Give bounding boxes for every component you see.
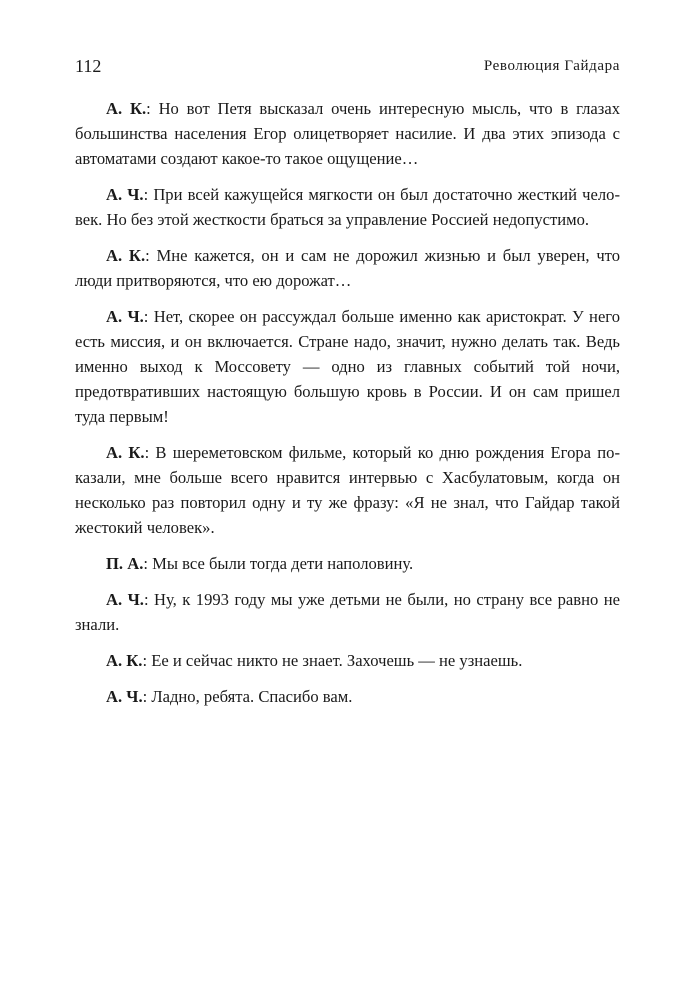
speaker-label: А. К. xyxy=(106,99,147,118)
page-number: 112 xyxy=(75,56,102,76)
dialogue-paragraph xyxy=(75,440,620,540)
speaker-label: П. А. xyxy=(106,554,144,573)
dialogue-paragraph xyxy=(75,182,620,232)
dialogue-paragraph xyxy=(75,96,620,171)
dialogue-paragraph xyxy=(75,587,620,637)
paragraph-text: : Мы все были тогда дети наполовину. xyxy=(143,554,414,573)
speaker-label: А. Ч. xyxy=(106,687,143,706)
speaker-label: А. Ч. xyxy=(106,185,144,204)
dialogue-paragraph xyxy=(75,304,620,429)
paragraph-text: : Ну, к 1993 году мы уже детьми не были, но страну все равно не знали. xyxy=(75,590,621,634)
speaker-label: А. Ч. xyxy=(106,307,144,326)
paragraph-text: : Ладно, ребята. Спасибо вам. xyxy=(142,687,353,706)
dialogue-text xyxy=(75,96,620,720)
speaker-label: А. Ч. xyxy=(106,590,144,609)
speaker-label: А. К. xyxy=(106,443,145,462)
paragraph-text: : Но вот Петя высказал очень интересную мысль, что в глазах большинства населения Егор олицетворяет насилие. И два этих эпизода с автоматами создают какое-то такое ощущение… xyxy=(75,99,620,168)
paragraph-text: : Мне кажется, он и сам не дорожил жизнью и был уверен, что люди притворяются, что ею дорожат… xyxy=(75,246,620,290)
paragraph-text: : При всей кажущейся мягкости он был достаточно жесткий человек. Но без этой жесткости браться за управление Россией недопустимо. xyxy=(75,185,620,229)
speaker-label: А. К. xyxy=(106,651,143,670)
dialogue-paragraph xyxy=(75,648,620,673)
dialogue-paragraph xyxy=(75,243,620,293)
book-title: Революция Гайдара xyxy=(483,58,620,74)
paragraph-text: : Ее и сейчас никто не знает. Захочешь — не узнаешь. xyxy=(142,651,523,670)
paragraph-text: : Нет, скорее он рассуждал больше именно как аристократ. У него есть миссия, и он включается. Стране надо, значит, нужно делать так. Ведь именно выход к Моссовету — одно из главных событий той ночи, предотвративших настоящую большую кровь в России. И он сам пришел туда первым! xyxy=(75,307,620,426)
dialogue-paragraph xyxy=(75,551,620,576)
paragraph-text: : В шереметовском фильме, который ко дню рождения Егора показали, мне больше всего нравится интервью с Хасбулатовым, когда он несколько раз повторил одну и ту же фразу: «Я не знал, что Гайдар такой жестокий человек». xyxy=(75,443,620,537)
speaker-label: А. К. xyxy=(106,246,146,265)
dialogue-paragraph xyxy=(75,684,620,709)
running-head xyxy=(75,54,620,78)
